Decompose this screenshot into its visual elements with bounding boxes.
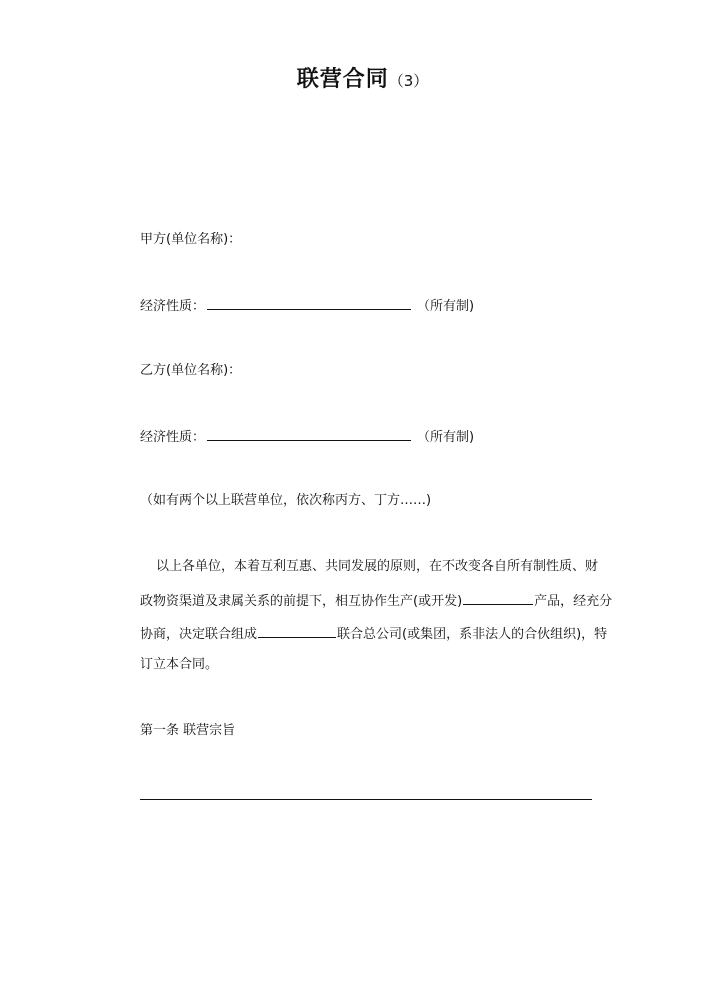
product-blank — [463, 592, 533, 605]
article-1-fill-line — [140, 799, 592, 800]
party-a-nature-blank — [207, 297, 411, 310]
party-b-label: 乙方(单位名称)： — [140, 363, 242, 378]
party-b-nature-blank — [207, 428, 411, 441]
party-a-nature-suffix: （所有制) — [417, 299, 475, 314]
article-1-heading: 第一条 联营宗旨 — [140, 723, 236, 738]
preamble-line-3-b: 联合总公司(或集团，系非法人的合伙组织)，特 — [337, 627, 608, 642]
company-name-blank — [258, 625, 336, 638]
preamble-line-3-a: 协商，决定联合组成 — [140, 627, 258, 642]
preamble-line-3 — [140, 625, 607, 643]
document-title — [0, 62, 725, 93]
party-a-nature-line — [140, 297, 474, 315]
preamble-line-1: 以上各单位，本着互利互惠、共同发展的原则，在不改变各自所有制性质、财 — [156, 559, 599, 574]
party-b-line — [140, 363, 241, 379]
party-b-nature-label: 经济性质： — [140, 430, 206, 445]
party-a-line — [140, 232, 241, 248]
preamble-line-4: 订立本合同。 — [140, 657, 219, 672]
party-b-nature-line — [140, 428, 474, 446]
title-suffix: （3） — [388, 72, 429, 90]
party-b-nature-suffix: （所有制) — [417, 430, 475, 445]
preamble-line-2-b: 产品，经充分 — [534, 594, 613, 609]
party-a-label: 甲方(单位名称)： — [140, 232, 242, 247]
title-main: 联营合同 — [296, 67, 389, 92]
preamble-line-2 — [140, 592, 612, 610]
additional-parties-note: （如有两个以上联营单位，依次称丙方、丁方……) — [140, 493, 432, 508]
preamble-line-2-a: 政物资渠道及隶属关系的前提下，相互协作生产(或开发) — [140, 594, 463, 609]
party-a-nature-label: 经济性质： — [140, 299, 206, 314]
